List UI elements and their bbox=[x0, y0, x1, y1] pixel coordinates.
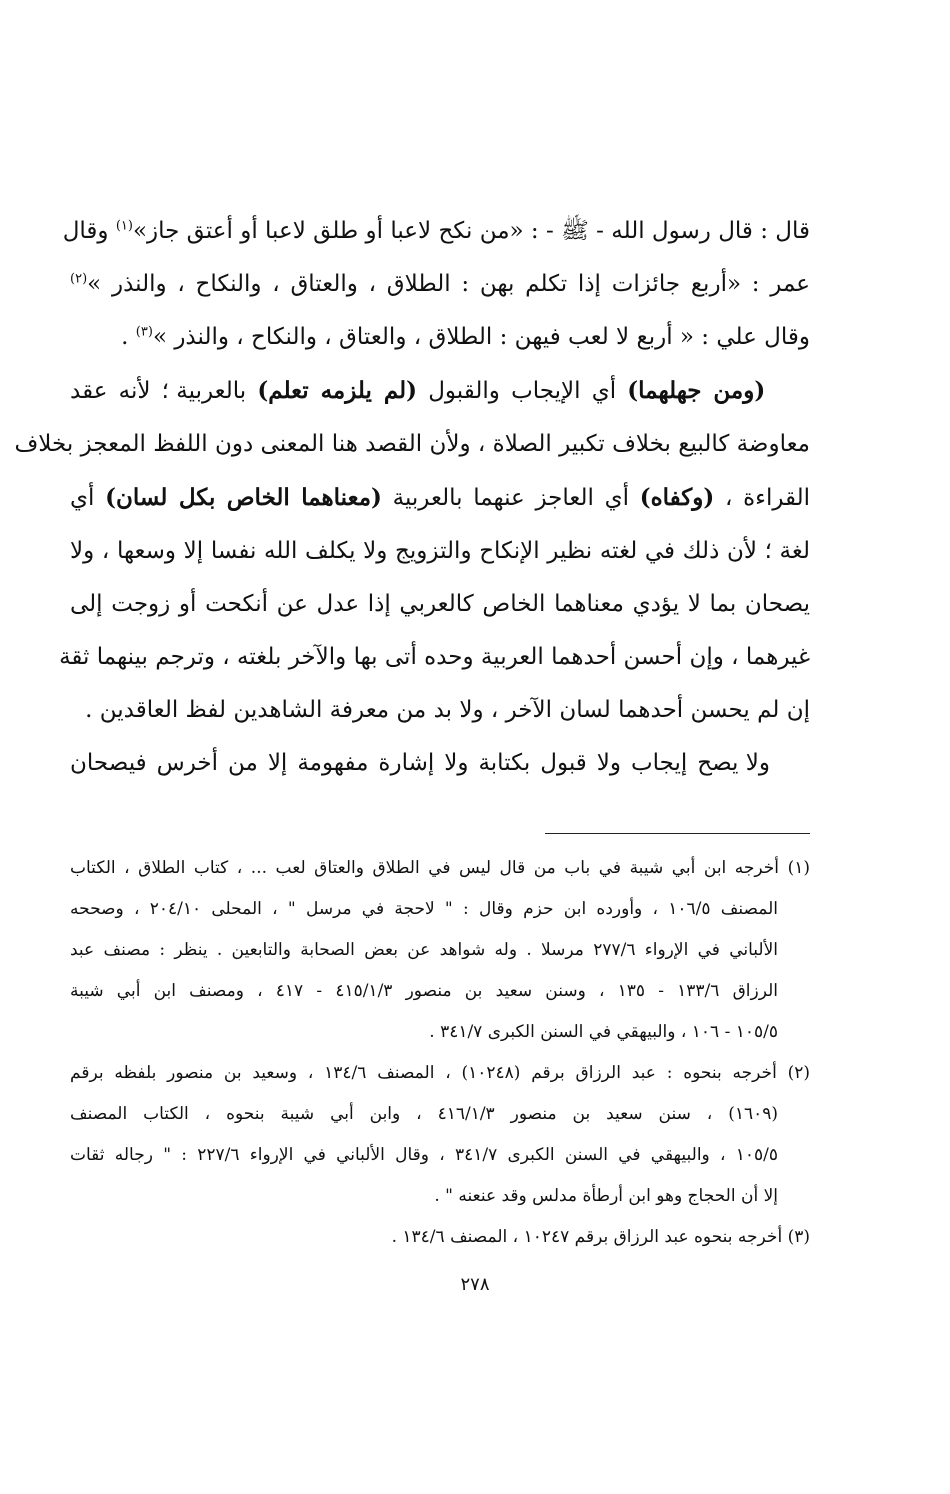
footnote-line: إلا أن الحجاج وهو ابن أرطأة مدلس وقد عنعنه " . bbox=[434, 1186, 778, 1206]
footnote-separator bbox=[545, 833, 810, 834]
footnote-line: ١٠٥/٥ ، والبيهقي في السنن الكبرى ٣٤١/٧ ، وقال الألباني في الإرواء ٢٢٧/٦ : " رجاله ثقات bbox=[70, 1145, 778, 1165]
footnote-number: (٣) bbox=[787, 1227, 810, 1247]
text-line-11: ولا يصح إيجاب ولا قبول بكتابة ولا إشارة مفهومة إلا من أخرس فيصحان bbox=[70, 750, 770, 776]
bold-term: (معناهما الخاص بكل لسان) bbox=[105, 484, 382, 511]
footnote-line: (٣) أخرجه بنحوه عبد الرزاق برقم ١٠٢٤٧ ، المصنف ١٣٤/٦ . bbox=[391, 1227, 810, 1247]
text-line-1: قال : قال رسول الله - ﷺ - : «من نكح لاعبا أو طلق لاعبا أو أعتق جاز»$^{(١)}$ وقال bbox=[62, 218, 810, 244]
footnote-ref-3[interactable]: (٣) bbox=[135, 324, 153, 340]
text-line-2: عمر : «أربع جائزات إذا تكلم بهن : الطلاق ، والعتاق ، والنكاح ، والنذر »$^{(٢)}$ bbox=[70, 271, 810, 297]
bold-term: (لم يلزمه تعلم) bbox=[257, 377, 418, 404]
footnote-line: الألباني في الإرواء ٢٧٧/٦ مرسلا . وله شواهد عن بعض الصحابة والتابعين . ينظر : مصنف عبد bbox=[70, 940, 778, 960]
footnote-ref-2[interactable]: (٢) bbox=[70, 271, 88, 287]
footnote-line: (١٦٠٩) ، سنن سعيد بن منصور ٤١٦/١/٣ ، وابن أبي شيبة بنحوه ، الكتاب المصنف bbox=[70, 1104, 778, 1124]
text-line-5: معاوضة كالبيع بخلاف تكبير الصلاة ، ولأن القصد هنا المعنى دون اللفظ المعجز بخلاف bbox=[14, 431, 810, 457]
footnote-number: (٢) bbox=[787, 1063, 811, 1083]
text-line-4: (ومن جهلهما) أي الإيجاب والقبول (لم يلزمه تعلم) بالعربية ؛ لأنه عقد bbox=[70, 377, 766, 404]
text-line-7: لغة ؛ لأن ذلك في لغته نظير الإنكاح والتزويج ولا يكلف الله نفسا إلا وسعها ، ولا bbox=[70, 538, 810, 564]
footnote-number: (١) bbox=[787, 858, 810, 878]
bold-term: (وكفاه) bbox=[639, 484, 715, 511]
text-line-6: القراءة ، (وكفاه) أي العاجز عنهما بالعربية (معناهما الخاص بكل لسان) أي bbox=[70, 484, 811, 511]
footnote-line: (٢) أخرجه بنحوه : عبد الرزاق برقم (١٠٢٤٨) ، المصنف ١٣٤/٦ ، وسعيد بن منصور بلفظه برقم bbox=[70, 1063, 811, 1083]
footnote-1 bbox=[70, 848, 810, 1053]
footnote-2 bbox=[70, 1053, 810, 1217]
text-line-10: إن لم يحسن أحدهما لسان الآخر ، ولا بد من معرفة الشاهدين لفظ العاقدين . bbox=[85, 697, 810, 723]
footnote-3 bbox=[70, 1217, 810, 1258]
bold-term: (ومن جهلهما) bbox=[627, 377, 766, 404]
footnotes bbox=[70, 848, 810, 1258]
text-line-3: وقال علي : « أربع لا لعب فيهن : الطلاق ، والعتاق ، والنكاح ، والنذر »$^{(٣)}$ . bbox=[121, 324, 810, 350]
footnote-line: الرزاق ١٣٣/٦ - ١٣٥ ، وسنن سعيد بن منصور ٤١٥/١/٣ - ٤١٧ ، ومصنف ابن أبي شيبة bbox=[70, 981, 779, 1001]
text-line-9: غيرهما ، وإن أحسن أحدهما العربية وحده أتى بها والآخر بلغته ، وترجم بينهما ثقة bbox=[59, 644, 810, 670]
footnote-line: ١٠٥/٥ - ١٠٦ ، والبيهقي في السنن الكبرى ٣٤١/٧ . bbox=[429, 1022, 778, 1042]
footnote-line: (١) أخرجه ابن أبي شيبة في باب من قال ليس في الطلاق والعتاق لعب ... ، كتاب الطلاق ، الكتاب bbox=[70, 858, 810, 878]
footnote-ref-1[interactable]: (١) bbox=[115, 218, 133, 234]
text-line-8: يصحان بما لا يؤدي معناهما الخاص كالعربي إذا عدل عن أنكحت أو زوجت إلى bbox=[70, 591, 810, 617]
main-text bbox=[14, 205, 811, 790]
footnote-line: المصنف ١٠٦/٥ ، وأورده ابن حزم وقال : " لاحجة في مرسل " ، المحلى ٢٠٤/١٠ ، وصححه bbox=[70, 899, 778, 919]
page-number: ٢٧٨ bbox=[460, 1274, 490, 1295]
body-paragraph bbox=[14, 205, 811, 790]
